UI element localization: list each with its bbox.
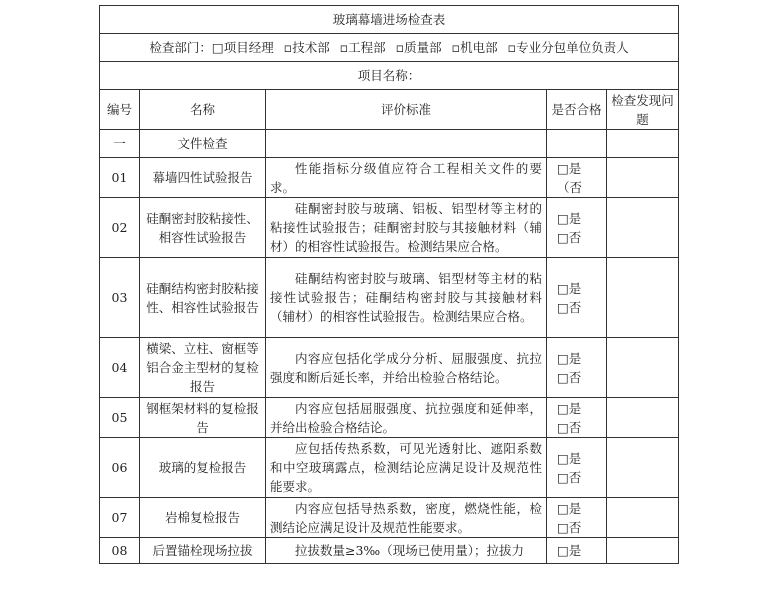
row-no: 03 — [100, 258, 140, 338]
table-row — [100, 398, 679, 438]
dept-checkbox-subcontractor[interactable]: ▫专业分包单位负责人 — [507, 40, 629, 55]
no-checkbox[interactable]: □否 — [557, 419, 582, 435]
row-name: 硅酮结构密封胶粘接性、相容性试验报告 — [140, 258, 266, 338]
row-issues[interactable] — [607, 398, 679, 438]
dept-checkbox-mep[interactable]: ▫机电部 — [451, 40, 498, 55]
table-row — [100, 158, 679, 198]
row-no: 01 — [100, 158, 140, 198]
yes-checkbox[interactable]: □是 — [557, 210, 582, 226]
no-checkbox[interactable]: □否 — [557, 229, 582, 245]
section-no: 一 — [100, 130, 140, 158]
dept-cell — [100, 34, 679, 62]
yes-checkbox[interactable]: □是 — [557, 543, 582, 558]
row-criteria: 内容应包括导热系数，密度，燃烧性能，检测结论应满足设计及规范性能要求。 — [266, 498, 547, 538]
table-row — [100, 438, 679, 498]
row-check — [547, 198, 607, 258]
row-no: 06 — [100, 438, 140, 498]
row-name: 玻璃的复检报告 — [140, 438, 266, 498]
header-name: 名称 — [140, 90, 266, 130]
inspection-table — [99, 5, 679, 564]
row-check — [547, 398, 607, 438]
row-check — [547, 338, 607, 398]
table-row — [100, 498, 679, 538]
no-checkbox[interactable]: （否 — [557, 179, 583, 195]
row-issues[interactable] — [607, 158, 679, 198]
row-no: 05 — [100, 398, 140, 438]
dept-label: 检查部门： — [149, 40, 212, 55]
row-criteria: 拉拔数量≥3‰（现场已使用量）；拉拔力 — [266, 538, 547, 564]
dept-checkbox-quality[interactable]: ▫质量部 — [395, 40, 442, 55]
table-row — [100, 338, 679, 398]
yes-checkbox[interactable]: □是 — [557, 160, 582, 176]
dept-checkbox-tech[interactable]: ▫技术部 — [283, 40, 330, 55]
row-no: 02 — [100, 198, 140, 258]
project-row — [100, 62, 679, 90]
no-checkbox[interactable]: □否 — [557, 369, 582, 385]
row-name: 后置锚栓现场拉拔 — [140, 538, 266, 564]
row-criteria: 内容应包括化学成分分析、屈服强度、抗拉强度和断后延长率，并给出检验合格结论。 — [266, 338, 547, 398]
project-name-label: 项目名称： — [100, 62, 679, 90]
row-name: 岩棉复检报告 — [140, 498, 266, 538]
row-check — [547, 158, 607, 198]
row-issues[interactable] — [607, 338, 679, 398]
header-criteria: 评价标准 — [266, 90, 547, 130]
row-issues[interactable] — [607, 498, 679, 538]
row-check — [547, 258, 607, 338]
table-row — [100, 258, 679, 338]
row-issues[interactable] — [607, 538, 679, 564]
row-check — [547, 538, 607, 564]
row-criteria: 硅酮密封胶与玻璃、铝板、铝型材等主材的粘接性试验报告；硅酮密封胶与其接触材料（辅材）的相容性试验报告。检测结果应合格。 — [266, 198, 547, 258]
table-row — [100, 538, 679, 564]
row-no: 07 — [100, 498, 140, 538]
table-title: 玻璃幕墙进场检查表 — [100, 6, 679, 34]
yes-checkbox[interactable]: □是 — [557, 450, 582, 466]
title-row — [100, 6, 679, 34]
row-issues[interactable] — [607, 198, 679, 258]
dept-checkbox-engineering[interactable]: ▫工程部 — [339, 40, 386, 55]
row-criteria: 硅酮结构密封胶与玻璃、铝型材等主材的粘接性试验报告；硅酮结构密封胶与其接触材料（辅材）的相容性试验报告。检测结果应合格。 — [266, 258, 547, 338]
no-checkbox[interactable]: □否 — [557, 469, 582, 485]
row-name: 幕墙四性试验报告 — [140, 158, 266, 198]
row-name: 钢框架材料的复检报告 — [140, 398, 266, 438]
row-name: 横梁、立柱、窗框等铝合金主型材的复检报告 — [140, 338, 266, 398]
header-issues: 检查发现问题 — [607, 90, 679, 130]
dept-checkbox-pm[interactable]: □项目经理 — [211, 40, 274, 55]
section-name: 文件检查 — [140, 130, 266, 158]
no-checkbox[interactable]: □否 — [557, 299, 582, 315]
row-issues[interactable] — [607, 258, 679, 338]
header-row — [100, 90, 679, 130]
row-check — [547, 498, 607, 538]
no-checkbox[interactable]: □否 — [557, 519, 582, 535]
yes-checkbox[interactable]: □是 — [557, 350, 582, 366]
yes-checkbox[interactable]: □是 — [557, 400, 582, 416]
row-no: 04 — [100, 338, 140, 398]
yes-checkbox[interactable]: □是 — [557, 280, 582, 296]
row-criteria: 性能指标分级值应符合工程相关文件的要求。 — [266, 158, 547, 198]
header-no: 编号 — [100, 90, 140, 130]
row-name: 硅酮密封胶粘接性、相容性试验报告 — [140, 198, 266, 258]
row-issues[interactable] — [607, 438, 679, 498]
row-criteria: 内容应包括屈服强度、抗拉强度和延伸率，并给出检验合格结论。 — [266, 398, 547, 438]
yes-checkbox[interactable]: □是 — [557, 500, 582, 516]
header-ok: 是否合格 — [547, 90, 607, 130]
row-criteria: 应包括传热系数，可见光透射比、遮阳系数和中空玻璃露点，检测结论应满足设计及规范性能要求。 — [266, 438, 547, 498]
section-row — [100, 130, 679, 158]
dept-row — [100, 34, 679, 62]
table-row — [100, 198, 679, 258]
row-no: 08 — [100, 538, 140, 564]
row-check — [547, 438, 607, 498]
